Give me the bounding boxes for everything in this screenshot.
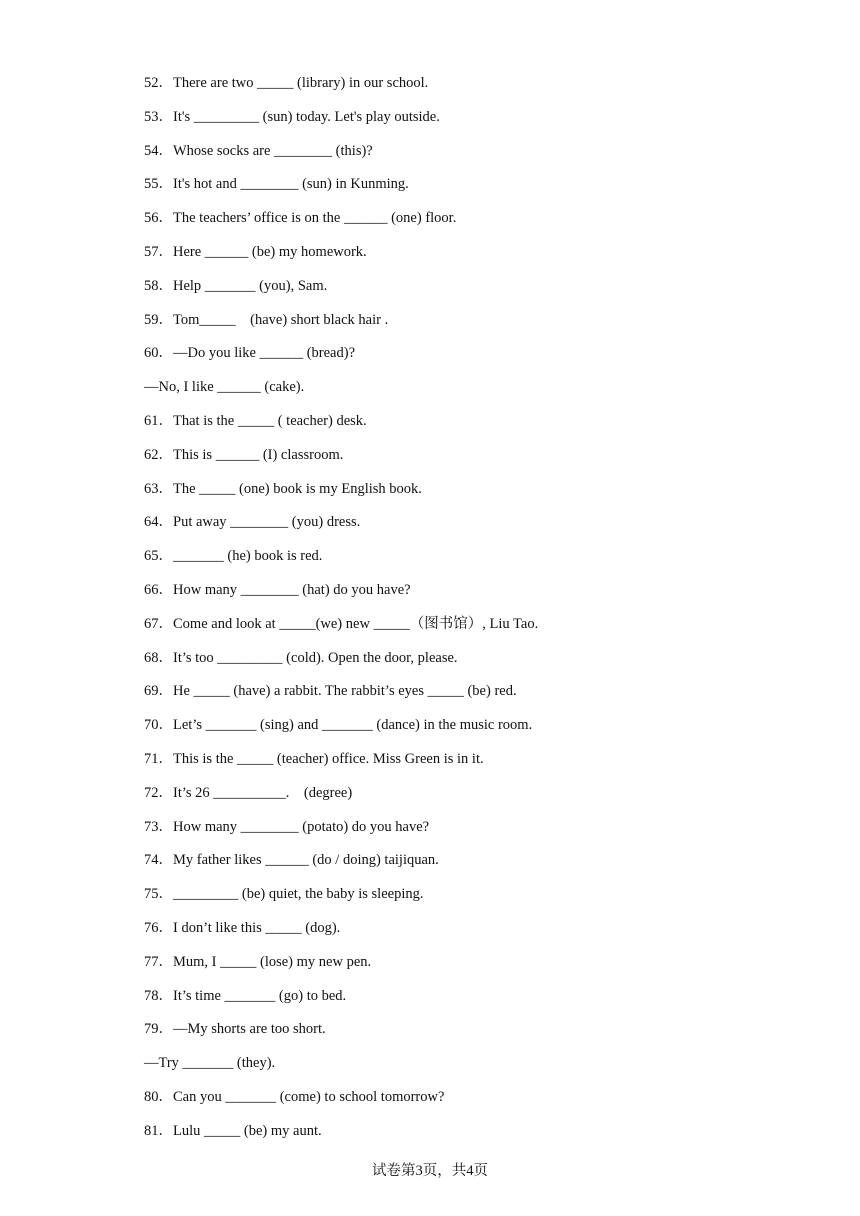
question-line: 55．It's hot and ________ (sun) in Kunming. xyxy=(144,176,409,193)
question-line: 73．How many ________ (potato) do you have? xyxy=(144,818,430,835)
page-footer: 试卷第3页，共4页 xyxy=(372,1163,488,1179)
question-line: 60．—Do you like ______ (bread)? xyxy=(144,345,356,362)
question-list xyxy=(144,71,804,1153)
question-line: 57．Here ______ (be) my homework. xyxy=(144,243,367,260)
question-line: 72．It’s 26 __________. (degree) xyxy=(144,784,353,801)
question-line: 68．It’s too _________ (cold). Open the door, please. xyxy=(144,649,458,666)
question-line: 76．I don’t like this _____ (dog). xyxy=(144,919,341,936)
question-line: 67．Come and look at _____(we) new _____（图书馆）, Liu Tao. xyxy=(144,615,539,632)
question-line: 62．This is ______ (I) classroom. xyxy=(144,446,344,463)
question-line: 61．That is the _____ ( teacher) desk. xyxy=(144,412,367,429)
question-line: 54．Whose socks are ________ (this)? xyxy=(144,142,373,159)
question-line: 56．The teachers’ office is on the ______ (one) floor. xyxy=(144,210,457,227)
question-line: 78．It’s time _______ (go) to bed. xyxy=(144,987,347,1004)
question-line: 52．There are two _____ (library) in our school. xyxy=(144,75,429,91)
question-line: 79．—My shorts are too short. xyxy=(144,1021,326,1038)
question-line: 58．Help _______ (you), Sam. xyxy=(144,277,328,294)
question-line: 64．Put away ________ (you) dress. xyxy=(144,514,361,531)
question-line: 65．_______ (he) book is red. xyxy=(144,548,323,565)
question-line: —No, I like ______ (cake). xyxy=(144,379,305,396)
question-line: 66．How many ________ (hat) do you have? xyxy=(144,581,411,598)
question-line: 80．Can you _______ (come) to school tomorrow? xyxy=(144,1088,445,1105)
question-line: 81．Lulu _____ (be) my aunt. xyxy=(144,1122,322,1139)
question-line: 75．_________ (be) quiet, the baby is sleeping. xyxy=(144,886,424,903)
question-line: 69．He _____ (have) a rabbit. The rabbit’s eyes _____ (be) red. xyxy=(144,683,517,700)
question-line: 74．My father likes ______ (do / doing) taijiquan. xyxy=(144,852,439,869)
question-line: 70．Let’s _______ (sing) and _______ (dance) in the music room. xyxy=(144,717,533,734)
question-line: 59．Tom_____ (have) short black hair . xyxy=(144,311,389,328)
question-line: 53．It's _________ (sun) today. Let's play outside. xyxy=(144,108,440,125)
question-line: 77．Mum, I _____ (lose) my new pen. xyxy=(144,953,372,970)
question-line: 63．The _____ (one) book is my English book. xyxy=(144,480,422,497)
question-line: 71．This is the _____ (teacher) office. Miss Green is in it. xyxy=(144,750,484,767)
question-line: —Try _______ (they). xyxy=(144,1055,276,1072)
